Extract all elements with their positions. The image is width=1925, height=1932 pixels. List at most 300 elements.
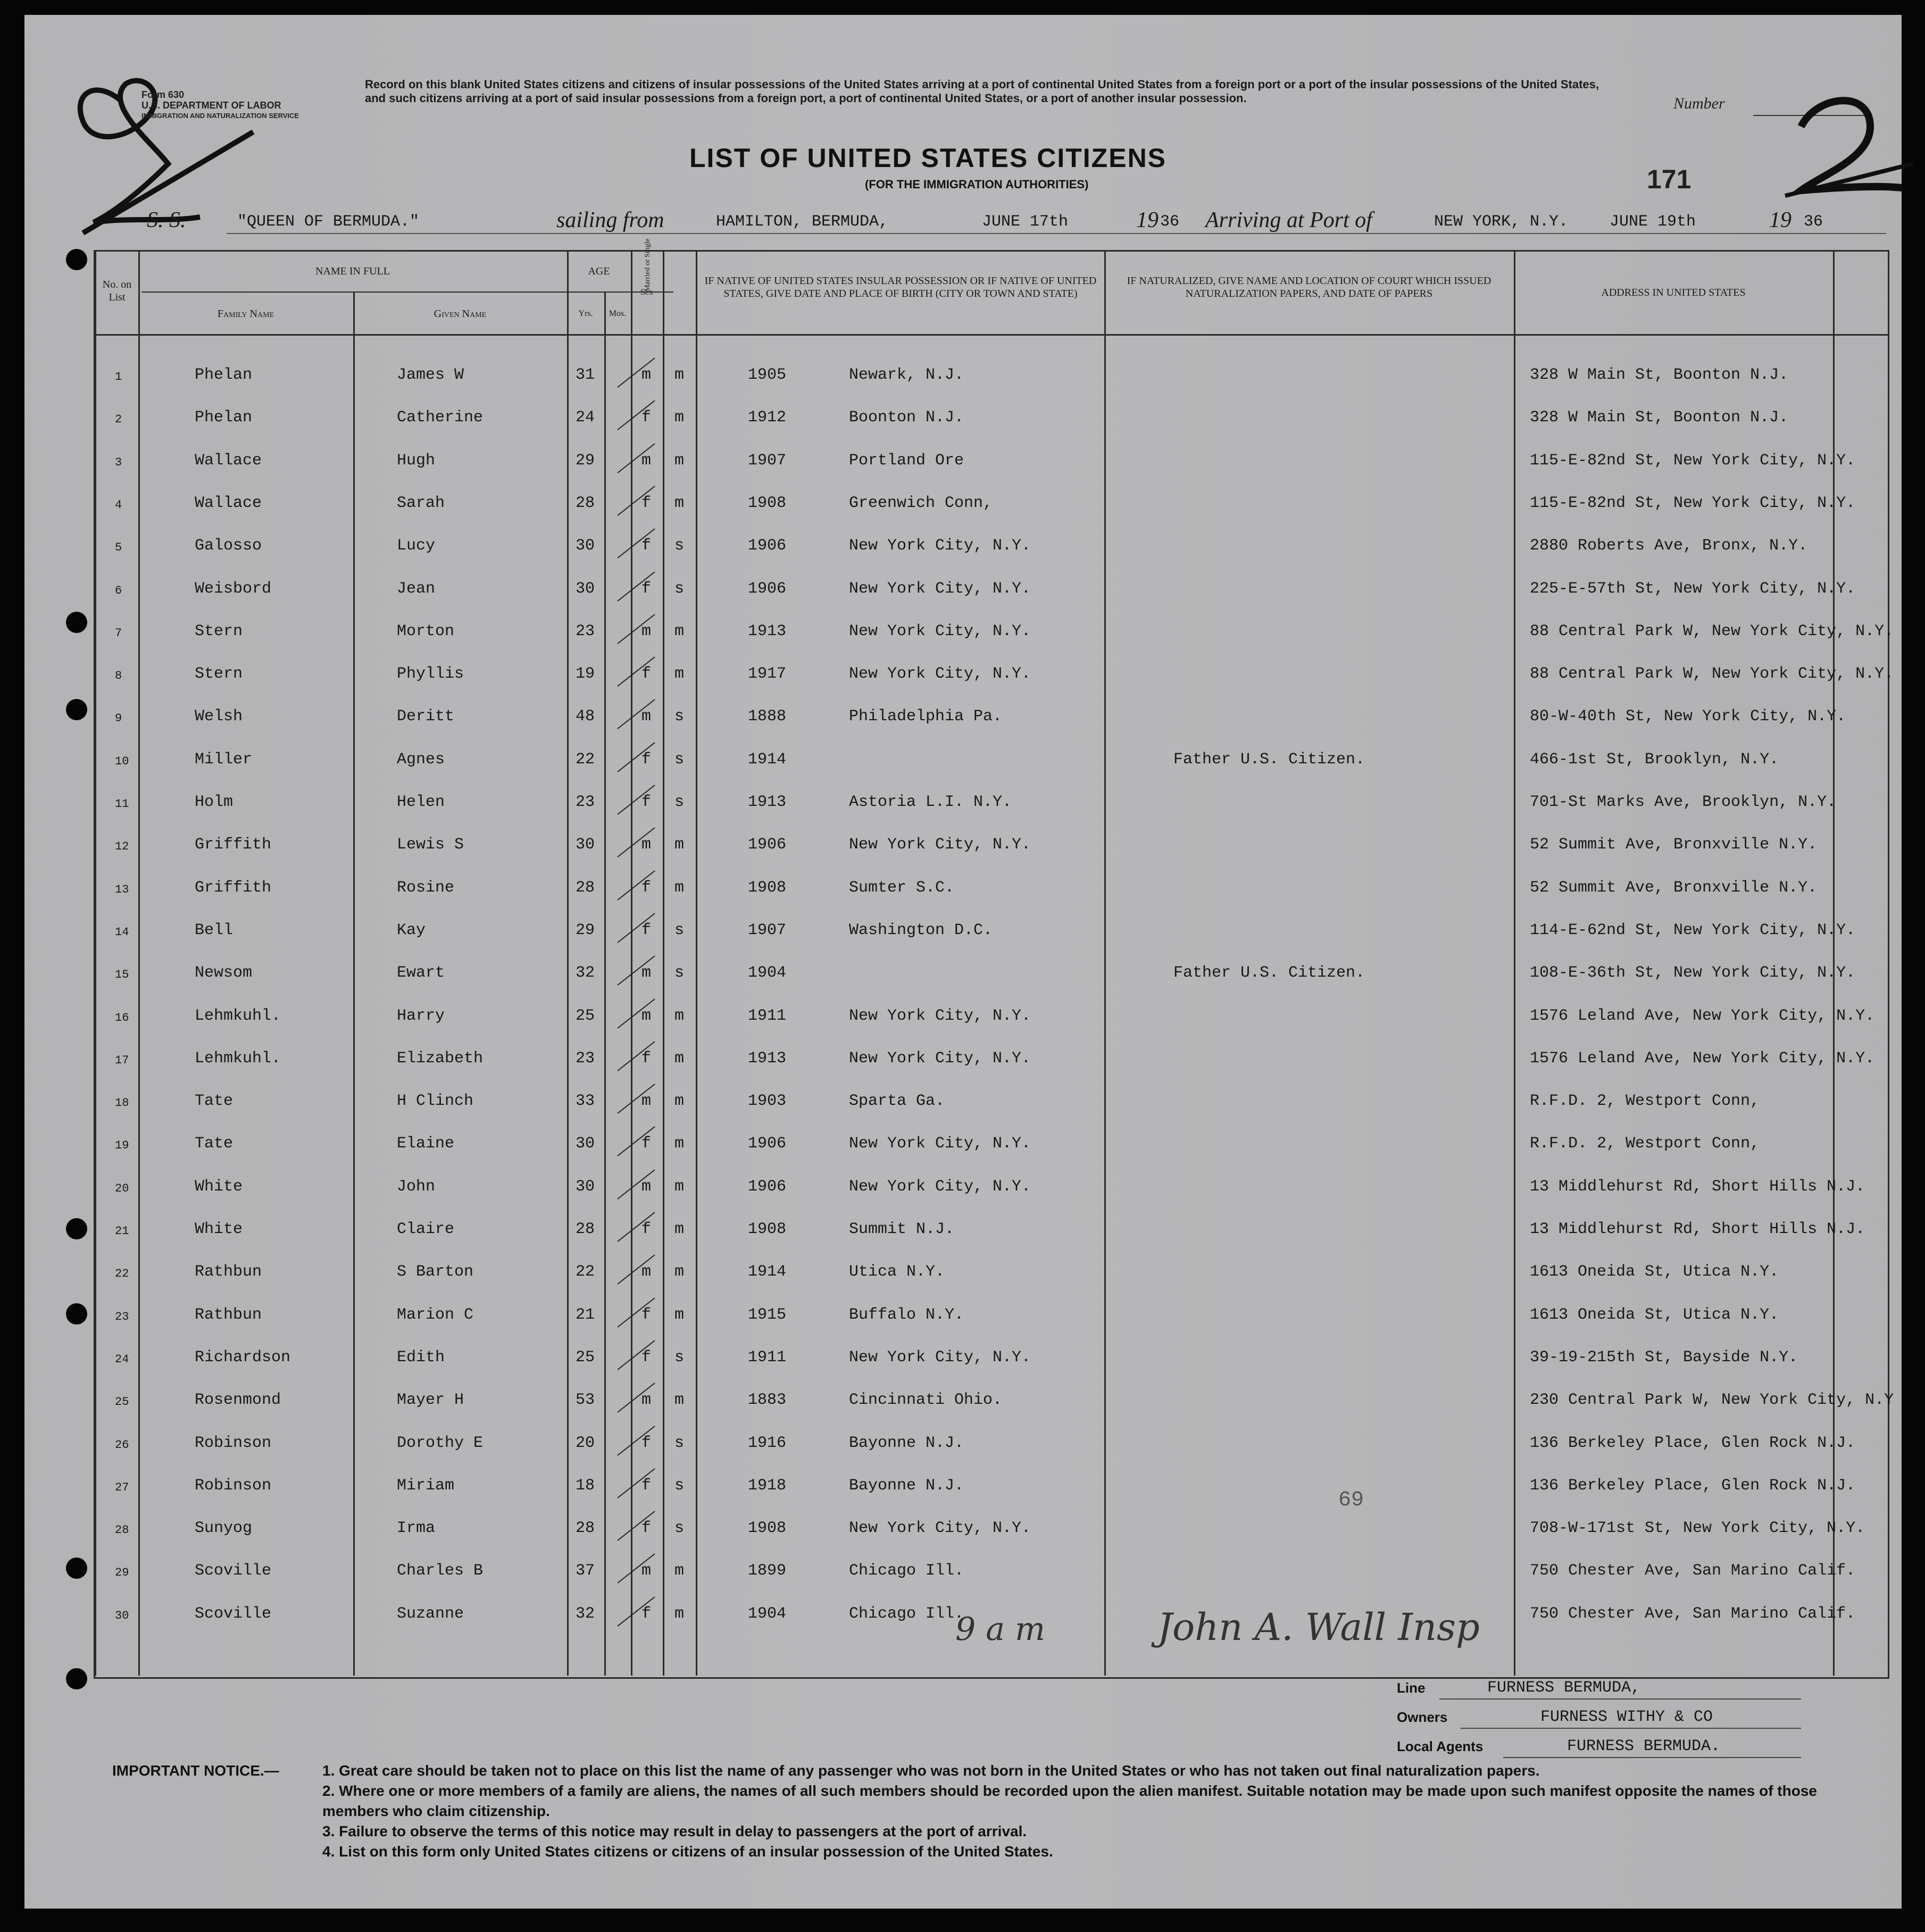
age-years: 22 — [576, 1263, 595, 1281]
given-name: Phyllis — [397, 665, 464, 684]
header-family-name: Family Name — [217, 308, 274, 320]
birth-place: Utica N.Y. — [849, 1263, 945, 1281]
address: 230 Central Park W, New York City, N.Y — [1530, 1391, 1894, 1410]
birth-place: New York City, N.Y. — [849, 836, 1031, 854]
birth-place: Portland Ore — [849, 451, 964, 470]
given-name: Morton — [397, 622, 455, 640]
inspection-time: 9 a m — [955, 1611, 1045, 1648]
address: 114-E-62nd St, New York City, N.Y. — [1530, 921, 1856, 939]
sex: m — [641, 622, 652, 640]
line-value: FURNESS BERMUDA, — [1487, 1679, 1641, 1697]
birth-place: Newark, N.J. — [849, 366, 964, 384]
notice-list — [322, 1761, 1876, 1862]
given-name: Marion C — [397, 1305, 474, 1324]
family-name: Holm — [195, 793, 234, 811]
given-name: Edith — [397, 1348, 445, 1367]
birth-place: Cincinnati Ohio. — [849, 1391, 1003, 1410]
check-tick-icon — [615, 1423, 657, 1461]
age-years: 18 — [576, 1476, 595, 1495]
sex: f — [641, 1519, 652, 1538]
address: 52 Summit Ave, Bronxville N.Y. — [1530, 878, 1818, 897]
given-name: Agnes — [397, 750, 445, 769]
address: 13 Middlehurst Rd, Short Hills N.J. — [1530, 1220, 1865, 1238]
check-tick-icon — [615, 612, 657, 649]
given-name: Lewis S — [397, 836, 464, 854]
given-name: Dorothy E — [397, 1434, 484, 1452]
agents-underline — [1503, 1757, 1801, 1758]
check-tick-icon — [615, 953, 657, 990]
address: 39-19-215th St, Bayside N.Y. — [1530, 1348, 1798, 1367]
check-tick-icon — [615, 1081, 657, 1119]
table-row — [24, 622, 1894, 665]
address: R.F.D. 2, Westport Conn, — [1530, 1092, 1760, 1111]
marital-status: m — [674, 622, 685, 640]
birth-year: 1888 — [748, 707, 787, 726]
row-number: 24 — [115, 1352, 129, 1366]
sex: m — [641, 964, 652, 982]
check-tick-icon — [615, 1380, 657, 1418]
check-tick-icon — [615, 1039, 657, 1076]
address: 328 W Main St, Boonton N.J. — [1530, 366, 1789, 384]
age-years: 23 — [576, 622, 595, 640]
check-tick-icon — [615, 1466, 657, 1503]
ss-label: S. S. — [147, 208, 186, 232]
sex: f — [641, 1135, 652, 1153]
agents-label: Local Agents — [1397, 1738, 1484, 1754]
address: R.F.D. 2, Westport Conn, — [1530, 1135, 1760, 1153]
row-number: 25 — [115, 1395, 129, 1409]
sex: f — [641, 1305, 652, 1324]
sex: f — [641, 750, 652, 769]
departure-date: JUNE 17th — [982, 213, 1069, 231]
address: 1613 Oneida St, Utica N.Y. — [1530, 1263, 1779, 1281]
birth-year: 1908 — [748, 1220, 787, 1238]
sex: f — [641, 1604, 652, 1623]
sex: f — [641, 793, 652, 811]
family-name: Miller — [195, 750, 253, 769]
check-tick-icon — [615, 825, 657, 862]
family-name: White — [195, 1220, 243, 1238]
birth-place: Philadelphia Pa. — [849, 707, 1003, 726]
table-row — [24, 537, 1886, 579]
given-name: Miriam — [397, 1476, 455, 1495]
sex: f — [641, 665, 652, 684]
marital-status: s — [674, 793, 685, 811]
check-tick-icon — [615, 569, 657, 606]
birth-year: 1907 — [748, 451, 787, 470]
header-yrs: Yrs. — [578, 309, 593, 318]
family-name: Welsh — [195, 707, 243, 726]
header-age: AGE — [588, 265, 610, 277]
age-years: 23 — [576, 1049, 595, 1068]
address: 328 W Main St, Boonton N.J. — [1530, 409, 1789, 427]
given-name: Claire — [397, 1220, 455, 1238]
birth-place: Sumter S.C. — [849, 878, 955, 897]
address: 52 Summit Ave, Bronxville N.Y. — [1530, 836, 1818, 854]
row-number: 21 — [115, 1225, 129, 1238]
address: 115-E-82nd St, New York City, N.Y. — [1530, 494, 1856, 512]
header-no-on-list: No. on List — [102, 279, 132, 303]
age-years: 30 — [576, 537, 595, 555]
age-years: 28 — [576, 878, 595, 897]
given-name: S Barton — [397, 1263, 474, 1281]
age-years: 33 — [576, 1092, 595, 1111]
row-number: 13 — [115, 882, 129, 896]
row-number: 23 — [115, 1310, 129, 1323]
check-tick-icon — [615, 1124, 657, 1161]
marital-status: s — [674, 1476, 685, 1495]
sex: f — [641, 579, 652, 598]
address: 750 Chester Ave, San Marino Calif. — [1530, 1604, 1856, 1623]
address: 80-W-40th St, New York City, N.Y. — [1530, 707, 1846, 726]
marital-status: s — [674, 1519, 685, 1538]
given-name: Sarah — [397, 494, 445, 512]
given-name: Elaine — [397, 1135, 455, 1153]
row-number: 14 — [115, 925, 129, 939]
birth-year: 1915 — [748, 1305, 787, 1324]
table-row — [24, 879, 1886, 921]
given-name: Ewart — [397, 964, 445, 982]
sex: m — [641, 836, 652, 854]
birth-place: Boonton N.J. — [849, 409, 964, 427]
row-number: 11 — [115, 797, 129, 811]
marital-status: s — [674, 537, 685, 555]
passenger-rows — [24, 15, 1902, 1717]
departure-year-prefix: 19 — [1136, 208, 1159, 232]
check-tick-icon — [615, 1551, 657, 1588]
table-row — [24, 366, 1886, 409]
age-years: 30 — [576, 1135, 595, 1153]
table-row — [24, 1178, 1886, 1220]
check-tick-icon — [615, 1167, 657, 1204]
birth-place: New York City, N.Y. — [849, 1135, 1031, 1153]
marital-status: m — [674, 836, 685, 854]
table-row — [24, 1220, 1886, 1263]
arrival-year-prefix: 19 — [1769, 208, 1791, 232]
birth-place: Greenwich Conn, — [849, 494, 993, 512]
sex: f — [641, 494, 652, 512]
table-row — [24, 1007, 1886, 1050]
number-label: Number — [1673, 95, 1725, 112]
arrival-date: JUNE 19th — [1610, 213, 1696, 231]
arrival-year: 36 — [1804, 213, 1823, 231]
header-given-name: Given Name — [434, 308, 487, 320]
birth-place: New York City, N.Y. — [849, 665, 1031, 684]
table-row — [24, 1434, 1886, 1477]
notice-item: 4. List on this form only United States citizens or citizens of an insular possession of the United States. — [322, 1843, 1053, 1860]
birth-year: 1913 — [748, 622, 787, 640]
given-name: John — [397, 1177, 436, 1196]
notice-title: IMPORTANT NOTICE.— — [112, 1762, 279, 1779]
row-number: 7 — [115, 626, 122, 640]
given-name: Kay — [397, 921, 426, 939]
birth-year: 1906 — [748, 1177, 787, 1196]
sex: f — [641, 409, 652, 427]
row-number: 19 — [115, 1139, 129, 1153]
table-row — [24, 836, 1886, 878]
check-tick-icon — [615, 782, 657, 820]
address: 88 Central Park W, New York City, N.Y. — [1530, 665, 1894, 684]
check-tick-icon — [615, 441, 657, 478]
age-years: 37 — [576, 1562, 595, 1580]
birth-year: 1906 — [748, 1135, 787, 1153]
check-tick-icon — [615, 868, 657, 905]
row-number: 1 — [115, 370, 122, 384]
age-years: 20 — [576, 1434, 595, 1452]
birth-place: Bayonne N.J. — [849, 1476, 964, 1495]
address: 136 Berkeley Place, Glen Rock N.J. — [1530, 1434, 1856, 1452]
row-number: 15 — [115, 968, 129, 982]
notice-item: 3. Failure to observe the terms of this notice may result in delay to passengers at the port of arrival. — [322, 1823, 1027, 1839]
row-number: 18 — [115, 1096, 129, 1110]
given-name: James W — [397, 366, 464, 384]
family-name: Rathbun — [195, 1263, 262, 1281]
address: 13 Middlehurst Rd, Short Hills N.J. — [1530, 1177, 1865, 1196]
birth-year: 1916 — [748, 1434, 787, 1452]
family-name: Bell — [195, 921, 234, 939]
list-title: LIST OF UNITED STATES CITIZENS — [689, 143, 1167, 173]
table-row — [24, 1562, 1886, 1604]
table-row — [24, 964, 1886, 1006]
marital-status: m — [674, 1305, 685, 1324]
address: 1576 Leland Ave, New York City, N.Y. — [1530, 1049, 1875, 1068]
birth-place: Chicago Ill. — [849, 1604, 964, 1623]
row-number: 22 — [115, 1267, 129, 1281]
birth-place: Buffalo N.Y. — [849, 1305, 964, 1324]
check-tick-icon — [615, 1594, 657, 1631]
marital-status: s — [674, 750, 685, 769]
family-name: Phelan — [195, 409, 253, 427]
sex: f — [641, 537, 652, 555]
manifest-sheet — [24, 15, 1902, 1909]
sex: f — [641, 1220, 652, 1238]
birth-year: 1906 — [748, 537, 787, 555]
birth-place: Bayonne N.J. — [849, 1434, 964, 1452]
table-row — [24, 1092, 1886, 1135]
sex: f — [641, 878, 652, 897]
row-number: 8 — [115, 669, 122, 683]
family-name: Weisbord — [195, 579, 272, 598]
marital-status: s — [674, 1434, 685, 1452]
given-name: Elizabeth — [397, 1049, 484, 1068]
row-number: 2 — [115, 413, 122, 427]
sex: f — [641, 1434, 652, 1452]
ship-name: "QUEEN OF BERMUDA." — [237, 213, 420, 231]
row-number: 4 — [115, 498, 122, 512]
age-years: 25 — [576, 1348, 595, 1367]
sex: m — [641, 1391, 652, 1410]
row-number: 12 — [115, 840, 129, 854]
marital-status: m — [674, 1177, 685, 1196]
row-number: 29 — [115, 1566, 129, 1580]
row-number: 28 — [115, 1523, 129, 1537]
row-number: 5 — [115, 541, 122, 555]
birth-year: 1883 — [748, 1391, 787, 1410]
birth-year: 1918 — [748, 1476, 787, 1495]
age-years: 53 — [576, 1391, 595, 1410]
family-name: Lehmkuhl. — [195, 1006, 281, 1025]
birth-year: 1917 — [748, 665, 787, 684]
address: 136 Berkeley Place, Glen Rock N.J. — [1530, 1476, 1856, 1495]
family-name: Tate — [195, 1092, 234, 1111]
table-row — [24, 452, 1886, 494]
birth-place: Astoria L.I. N.Y. — [849, 793, 1012, 811]
table-row — [24, 1391, 1894, 1434]
row-number: 17 — [115, 1053, 129, 1067]
given-name: Catherine — [397, 409, 484, 427]
check-tick-icon — [615, 697, 657, 734]
line-underline — [1439, 1698, 1801, 1700]
check-tick-icon — [615, 398, 657, 435]
birth-year: 1913 — [748, 793, 787, 811]
age-years: 30 — [576, 1177, 595, 1196]
header-address: ADDRESS IN UNITED STATES — [1601, 287, 1746, 298]
header-married-single: Married or Single — [644, 238, 652, 292]
table-row — [24, 1306, 1886, 1348]
family-name: Scoville — [195, 1562, 272, 1580]
check-tick-icon — [615, 355, 657, 393]
form-number: Form 630 — [141, 89, 185, 100]
arriving-label: Arriving at Port of — [1205, 208, 1372, 232]
marital-status: m — [674, 665, 685, 684]
marital-status: m — [674, 451, 685, 470]
age-years: 30 — [576, 836, 595, 854]
marital-status: m — [674, 1220, 685, 1238]
birth-place: Summit N.J. — [849, 1220, 955, 1238]
agents-value: FURNESS BERMUDA. — [1567, 1737, 1721, 1755]
port-of-departure: HAMILTON, BERMUDA, — [716, 213, 889, 231]
family-name: Scoville — [195, 1604, 272, 1623]
age-years: 24 — [576, 409, 595, 427]
birth-year: 1913 — [748, 1049, 787, 1068]
header-native: IF NATIVE OF UNITED STATES INSULAR POSSESSION OR IF NATIVE OF UNITED STATES, GIVE DATE AND PLACE OF BIRTH (CITY OR TOWN AND STATE) — [704, 275, 1097, 299]
sex: m — [641, 1177, 652, 1196]
birth-place: Washington D.C. — [849, 921, 993, 939]
check-tick-icon — [615, 484, 657, 521]
marital-status: s — [674, 921, 685, 939]
family-name: Griffith — [195, 878, 272, 897]
family-name: White — [195, 1177, 243, 1196]
inspector-signature: John A. Wall Insp — [1157, 1605, 1480, 1649]
age-years: 48 — [576, 707, 595, 726]
birth-year: 1911 — [748, 1348, 787, 1367]
age-years: 25 — [576, 1006, 595, 1025]
sex: m — [641, 366, 652, 384]
age-years: 28 — [576, 494, 595, 512]
stamp-number: 171 — [1647, 164, 1691, 194]
marital-status: m — [674, 1049, 685, 1068]
sex: f — [641, 1049, 652, 1068]
sex: f — [641, 1476, 652, 1495]
table-row — [24, 1263, 1886, 1305]
given-name: Rosine — [397, 878, 455, 897]
marital-status: m — [674, 1562, 685, 1580]
given-name: Helen — [397, 793, 445, 811]
table-row — [24, 793, 1886, 836]
birth-year: 1912 — [748, 409, 787, 427]
family-name: Griffith — [195, 836, 272, 854]
birth-year: 1906 — [748, 836, 787, 854]
age-years: 32 — [576, 1604, 595, 1623]
birth-year: 1906 — [748, 579, 787, 598]
port-of-arrival: NEW YORK, N.Y. — [1434, 213, 1569, 231]
sex: m — [641, 1263, 652, 1281]
header-mos: Mos. — [609, 309, 627, 318]
table-row — [24, 1135, 1886, 1177]
check-tick-icon — [615, 1338, 657, 1375]
age-years: 32 — [576, 964, 595, 982]
given-name: Deritt — [397, 707, 455, 726]
address: 701-St Marks Ave, Brooklyn, N.Y. — [1530, 793, 1837, 811]
age-years: 29 — [576, 921, 595, 939]
age-years: 21 — [576, 1305, 595, 1324]
birth-year: 1914 — [748, 1263, 787, 1281]
table-row — [24, 665, 1894, 707]
age-years: 19 — [576, 665, 595, 684]
birth-year: 1911 — [748, 1006, 787, 1025]
table-row — [24, 921, 1886, 964]
table-row — [24, 409, 1886, 451]
birth-year: 1899 — [748, 1562, 787, 1580]
given-name: H Clinch — [397, 1092, 474, 1111]
table-row — [24, 1050, 1886, 1092]
family-name: Phelan — [195, 366, 253, 384]
marital-status: s — [674, 707, 685, 726]
family-name: Rathbun — [195, 1305, 262, 1324]
birth-year: 1903 — [748, 1092, 787, 1111]
row-number: 9 — [115, 712, 122, 726]
table-row — [24, 1519, 1886, 1562]
row-number: 26 — [115, 1438, 129, 1452]
age-years: 28 — [576, 1519, 595, 1538]
notice-item: 1. Great care should be taken not to place on this list the name of any passenger who was not born in the United States or who has not taken out final naturalization papers. — [322, 1762, 1540, 1779]
header-sex: Sex — [640, 288, 653, 297]
table-row — [24, 707, 1886, 750]
family-name: Tate — [195, 1135, 234, 1153]
sex: m — [641, 451, 652, 470]
sex: f — [641, 1348, 652, 1367]
sex: m — [641, 1006, 652, 1025]
row-number: 16 — [115, 1011, 129, 1025]
birth-year: 1904 — [748, 1604, 787, 1623]
sex: m — [641, 707, 652, 726]
marital-status: m — [674, 409, 685, 427]
age-years: 23 — [576, 793, 595, 811]
family-name: Sunyog — [195, 1519, 253, 1538]
given-name: Hugh — [397, 451, 436, 470]
address: 1576 Leland Ave, New York City, N.Y. — [1530, 1006, 1875, 1025]
birth-year: 1904 — [748, 964, 787, 982]
marital-status: m — [674, 1263, 685, 1281]
family-name: Galosso — [195, 537, 262, 555]
birth-year: 1908 — [748, 1519, 787, 1538]
row-number: 6 — [115, 584, 122, 597]
naturalization: Father U.S. Citizen. — [1173, 750, 1365, 769]
birth-year: 1908 — [748, 878, 787, 897]
check-tick-icon — [615, 1210, 657, 1247]
table-row — [24, 1477, 1886, 1519]
marital-status: s — [674, 964, 685, 982]
given-name: Harry — [397, 1006, 445, 1025]
stamp-69: 69 — [1338, 1488, 1364, 1512]
address: 225-E-57th St, New York City, N.Y. — [1530, 579, 1856, 598]
birth-year: 1914 — [748, 750, 787, 769]
marital-status: m — [674, 1604, 685, 1623]
check-tick-icon — [615, 996, 657, 1034]
family-name: Wallace — [195, 451, 262, 470]
row-number: 10 — [115, 754, 129, 768]
address: 108-E-36th St, New York City, N.Y. — [1530, 964, 1856, 982]
